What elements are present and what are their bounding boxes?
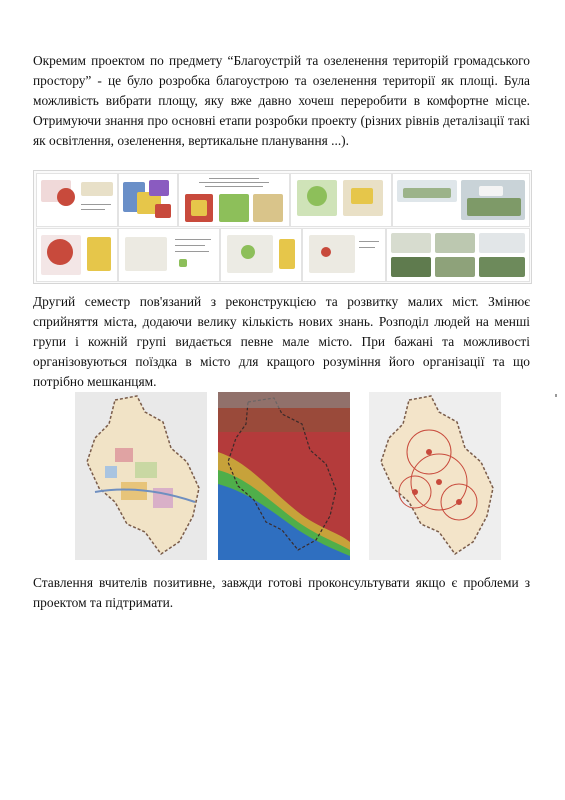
paragraph-second-semester: Другий семестр пов'язаний з реконструкцією та розвитку малих міст. Змінює сприйняття міста, додаючи велику кількість нових знань. Розподіл людей на менші групи і кожній групі видається певне мале місто. При бажані та можливості організовуються поїздка в місто для кращого розуміння його організації та що потрібно мешканцям.	[33, 294, 530, 389]
project-board-sheet	[178, 173, 290, 227]
paragraph-intro: Окремим проектом по предмету “Благоустрій та озеленення територій громадського простору” - це було розробка благоустрою та озеленення території як площі. Була можливість вибрати площу, яку вже давно хочеш переробити в комфортне місце. Отримуючи знання про основні етапи розробки проекту (різних рівнів деталізації такі як освітлення, озеленення, вертикальне планування ...).	[33, 53, 530, 148]
relief-analysis-map-image	[218, 392, 350, 560]
project-board-sheet	[36, 228, 118, 282]
project-board-sheet	[386, 228, 530, 282]
paragraph-teachers: Ставлення вчителів позитивне, завжди готові проконсультувати якщо є проблеми з проектом та підтримати.	[33, 575, 530, 610]
page-margin-mark	[555, 394, 557, 397]
project-board-sheet	[220, 228, 302, 282]
town-plan-map-image	[75, 392, 207, 560]
project-board-sheet	[118, 173, 178, 227]
radius-analysis-map-image	[369, 392, 501, 560]
project-board-sheet	[302, 228, 386, 282]
project-board-sheet	[290, 173, 392, 227]
project-board-sheet	[36, 173, 118, 227]
project-board-sheet	[118, 228, 220, 282]
project-boards-image	[33, 170, 532, 284]
project-board-sheet	[392, 173, 530, 227]
